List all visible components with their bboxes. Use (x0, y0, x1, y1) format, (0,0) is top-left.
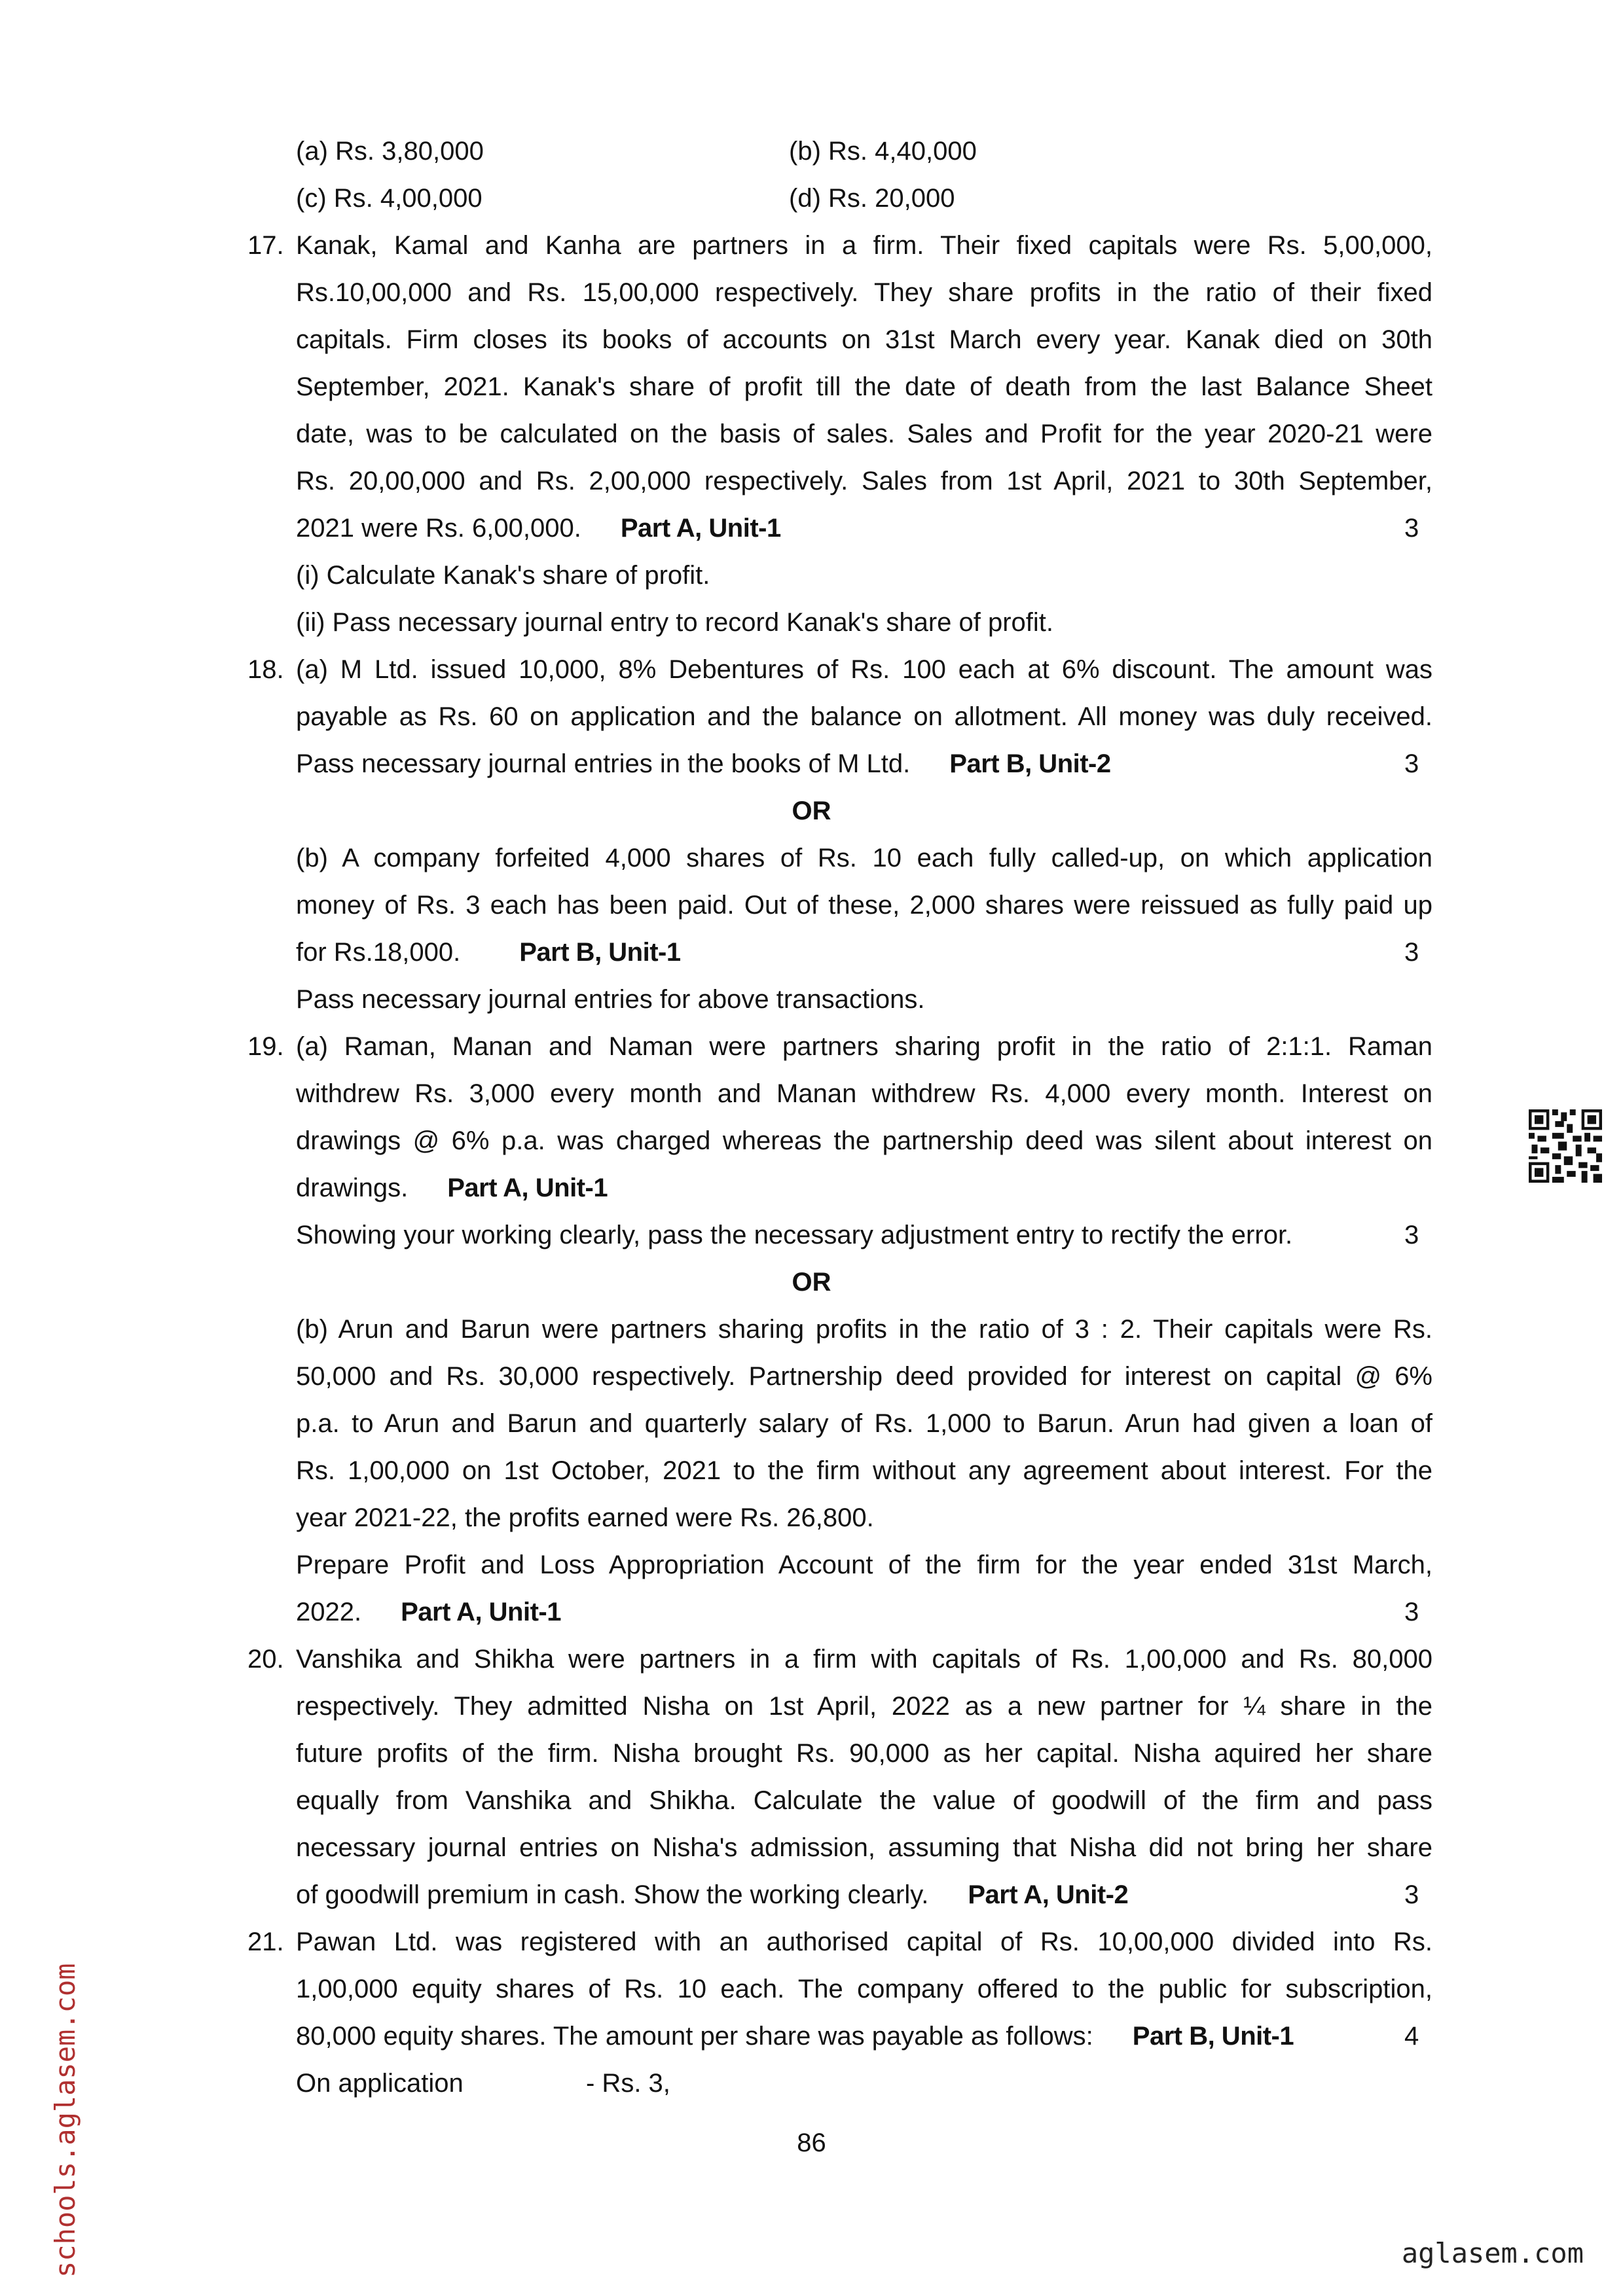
q17-sub-i: (i) Calculate Kanak's share of profit. (296, 561, 710, 590)
q18-a-last-line (296, 740, 1432, 787)
q17-line: capitals. Firm closes its books of accounts on 31st March every year. Kanak died on 30th (296, 325, 1432, 354)
q18-number: 18. (247, 655, 284, 684)
q17-last-text: 2021 were Rs. 6,00,000. (296, 514, 581, 543)
q19-a-line: drawings @ 6% p.a. was charged whereas the partnership deed was silent about interest on (296, 1126, 1432, 1155)
q18-b-line: money of Rs. 3 each has been paid. Out of these, 2,000 shares were reissued as fully paid up (296, 891, 1432, 920)
q19-b-line: p.a. to Arun and Barun and quarterly salary of Rs. 1,000 to Barun. Arun had given a loan of (296, 1409, 1432, 1438)
side-watermark: schools.aglasem.com (49, 1963, 81, 2278)
q19-b-last-text: 2022. (296, 1598, 362, 1626)
q19-b-last-line (296, 1588, 1432, 1636)
q18-b-marks: 3 (1404, 938, 1419, 967)
q17-unit-tag: Part A, Unit-1 (620, 514, 781, 543)
q17-line: Rs. 20,00,000 and Rs. 2,00,000 respectively. Sales from 1st April, 2021 to 30th September, (296, 467, 1432, 495)
q19-a-last-line (296, 1164, 1432, 1211)
option-b: (b) Rs. 4,40,000 (789, 137, 977, 166)
q16-options-row-1 (296, 128, 1432, 175)
q21-marks: 4 (1404, 2022, 1419, 2051)
q19-b-line: 50,000 and Rs. 30,000 respectively. Partnership deed provided for interest on capital @ 6% (296, 1362, 1432, 1391)
q21-number: 21. (247, 1928, 284, 1956)
page-number: 86 (797, 2128, 826, 2157)
q17-last-line (296, 505, 1432, 552)
q17-sub-ii: (ii) Pass necessary journal entry to record Kanak's share of profit. (296, 608, 1054, 637)
q20-marks: 3 (1404, 1880, 1419, 1909)
q18-b-after: Pass necessary journal entries for above transactions. (296, 985, 925, 1014)
q17-line: date, was to be calculated on the basis of sales. Sales and Profit for the year 2020-21 were (296, 420, 1432, 448)
q19-a-line: withdrew Rs. 3,000 every month and Manan withdrew Rs. 4,000 every month. Interest on (296, 1079, 1432, 1108)
q19-a-marks: 3 (1404, 1221, 1419, 1249)
q16-options-row-2 (296, 175, 1432, 222)
q17-line: September, 2021. Kanak's share of profit till the date of death from the last Balance Sheet (296, 372, 1432, 401)
q19-b-unit-tag: Part A, Unit-1 (401, 1598, 561, 1626)
q17-line: Rs.10,00,000 and Rs. 15,00,000 respectively. They share profits in the ratio of their fixed (296, 278, 1432, 307)
q18-or-divider: OR (792, 797, 831, 825)
q21-unit-tag: Part B, Unit-1 (1132, 2022, 1294, 2051)
q17-number: 17. (247, 231, 284, 260)
q18-a-line: (a) M Ltd. issued 10,000, 8% Debentures of Rs. 100 each at 6% discount. The amount was (296, 655, 1432, 684)
option-c: (c) Rs. 4,00,000 (296, 184, 483, 213)
q21-application-row (296, 2060, 1432, 2107)
q19-or-divider: OR (792, 1268, 831, 1297)
q20-last-text: of goodwill premium in cash. Show the working clearly. (296, 1880, 929, 1909)
q20-number: 20. (247, 1645, 284, 1674)
q19-b-line: (b) Arun and Barun were partners sharing profits in the ratio of 3 : 2. Their capitals were Rs. (296, 1315, 1432, 1344)
q18-a-unit-tag: Part B, Unit-2 (949, 749, 1111, 778)
application-value: - Rs. 3, (586, 2069, 670, 2098)
q18-a-line: payable as Rs. 60 on application and the balance on allotment. All money was duly received. (296, 702, 1432, 731)
q19-b-line-5: year 2021-22, the profits earned were Rs. 26,800. (296, 1503, 874, 1532)
qr-code-icon[interactable] (1529, 1109, 1602, 1183)
option-d: (d) Rs. 20,000 (789, 184, 955, 213)
q17-line: Kanak, Kamal and Kanha are partners in a firm. Their fixed capitals were Rs. 5,00,000, (296, 231, 1432, 260)
footer-watermark: aglasem.com (1401, 2237, 1584, 2269)
q19-b-marks: 3 (1404, 1598, 1419, 1626)
q20-last-line (296, 1871, 1432, 1918)
q21-last-text: 80,000 equity shares. The amount per share was payable as follows: (296, 2022, 1093, 2051)
q19-b-prepare: Prepare Profit and Loss Appropriation Account of the firm for the year ended 31st March, (296, 1551, 1432, 1579)
q19-b-line: Rs. 1,00,000 on 1st October, 2021 to the firm without any agreement about interest. For the (296, 1456, 1432, 1485)
q20-line: respectively. They admitted Nisha on 1st April, 2022 as a new partner for ¼ share in the (296, 1692, 1432, 1721)
q20-line: future profits of the firm. Nisha brought Rs. 90,000 as her capital. Nisha aquired her share (296, 1739, 1432, 1768)
application-label: On application (296, 2069, 464, 2098)
q20-line: Vanshika and Shikha were partners in a firm with capitals of Rs. 1,00,000 and Rs. 80,000 (296, 1645, 1432, 1674)
q18-b-unit-tag: Part B, Unit-1 (519, 938, 681, 967)
q19-a-last-text: drawings. (296, 1174, 409, 1202)
q21-last-line (296, 2013, 1432, 2060)
option-a: (a) Rs. 3,80,000 (296, 137, 484, 166)
q20-line: necessary journal entries on Nisha's admission, assuming that Nisha did not bring her share (296, 1833, 1432, 1862)
q18-b-line: (b) A company forfeited 4,000 shares of Rs. 10 each fully called-up, on which application (296, 844, 1432, 872)
q18-a-last-text: Pass necessary journal entries in the books of M Ltd. (296, 749, 911, 778)
q18-a-marks: 3 (1404, 749, 1419, 778)
q20-unit-tag: Part A, Unit-2 (968, 1880, 1129, 1909)
q19-a-after: Showing your working clearly, pass the necessary adjustment entry to rectify the error. (296, 1221, 1293, 1249)
q18-b-last-line (296, 929, 1432, 976)
q19-number: 19. (247, 1032, 284, 1061)
q18-b-last-text: for Rs.18,000. (296, 938, 461, 967)
q20-line: equally from Vanshika and Shikha. Calculate the value of goodwill of the firm and pass (296, 1786, 1432, 1815)
q17-marks: 3 (1404, 514, 1419, 543)
q21-line: 1,00,000 equity shares of Rs. 10 each. The company offered to the public for subscription, (296, 1975, 1432, 2003)
q19-a-unit-tag: Part A, Unit-1 (447, 1174, 608, 1202)
q19-a-line: (a) Raman, Manan and Naman were partners sharing profit in the ratio of 2:1:1. Raman (296, 1032, 1432, 1061)
q21-line: Pawan Ltd. was registered with an authorised capital of Rs. 10,00,000 divided into Rs. (296, 1928, 1432, 1956)
